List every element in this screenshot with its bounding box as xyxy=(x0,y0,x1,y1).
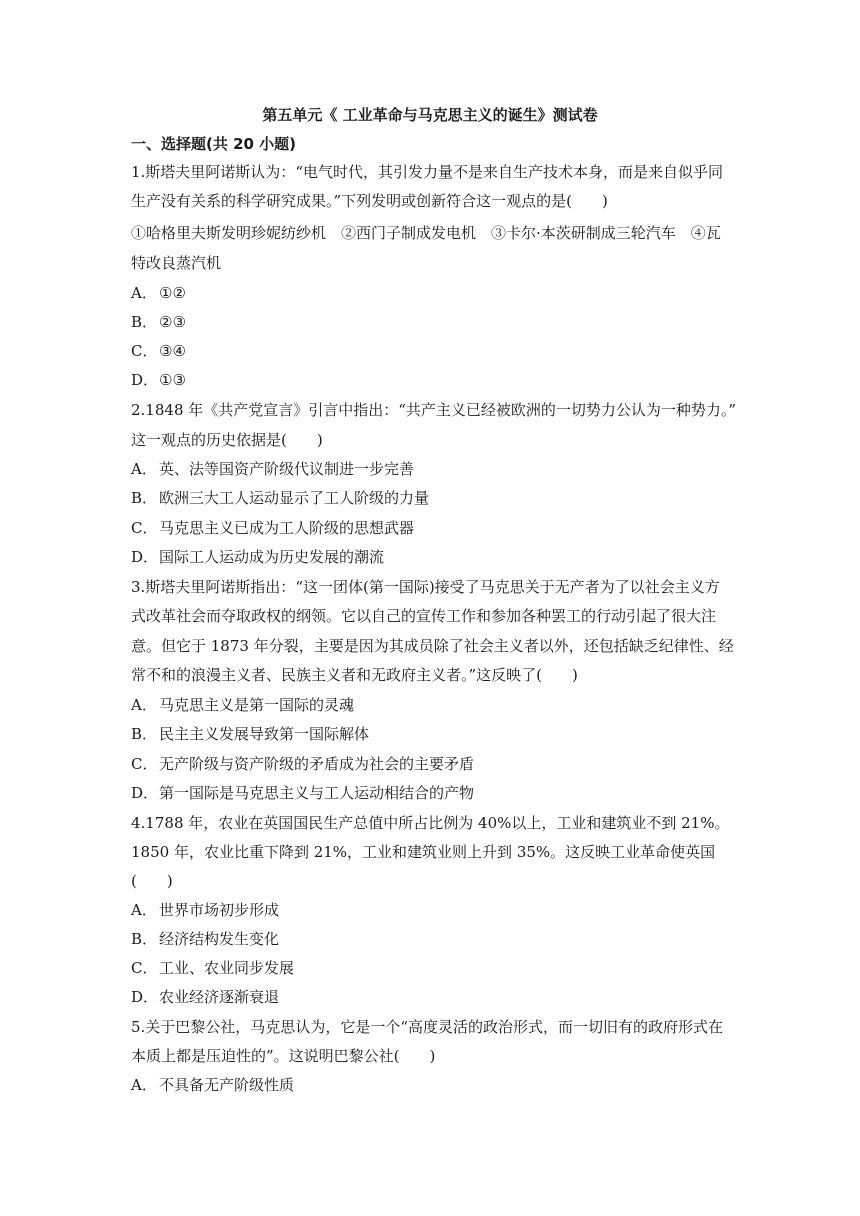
q4-stem-line-3: ( ) xyxy=(131,872,173,890)
q2-option-d: D．国际工人运动成为历史发展的潮流 xyxy=(131,548,385,566)
q4-option-d: D．农业经济逐渐衰退 xyxy=(131,988,280,1006)
q3-stem-line-4: 常不和的浪漫主义者、民族主义者和无政府主义者。”这反映了( ) xyxy=(131,666,578,684)
q2-option-b: B． 欧洲三大工人运动显示了工人阶级的力量 xyxy=(131,489,430,507)
q2-stem-line-2: 这一观点的历史依据是( ) xyxy=(131,431,323,449)
q2-option-c: C． 马克思主义已成为工人阶级的思想武器 xyxy=(131,519,415,537)
q3-option-c: C． 无产阶级与资产阶级的矛盾成为社会的主要矛盾 xyxy=(131,755,475,773)
q3-stem-line-3: 意。但它于 1873 年分裂，主要是因为其成员除了社会主义者以外，还包括缺乏纪律性、经 xyxy=(131,637,734,655)
q4-option-a: A． 世界市场初步形成 xyxy=(131,901,280,919)
q2-option-a: A． 英、法等国资产阶级代议制进一步完善 xyxy=(131,460,415,478)
q4-stem-line-2: 1850 年，农业比重下降到 21%，工业和建筑业则上升到 35%。这反映工业革命使英国 xyxy=(131,843,716,861)
q3-option-a: A． 马克思主义是第一国际的灵魂 xyxy=(131,696,355,714)
q1-option-d: D．①③ xyxy=(131,371,186,389)
q3-stem-line-2: 式改革社会而夺取政权的纲领。它以自己的宣传工作和参加各种罢工的行动引起了很大注 xyxy=(131,607,717,625)
q1-stem-line-2: 生产没有关系的科学研究成果。”下列发明或创新符合这一观点的是( ) xyxy=(131,192,608,210)
q4-option-c: C． 工业、农业同步发展 xyxy=(131,959,295,977)
q1-stem-line-1: 1.斯塔夫里阿诺斯认为：“电气时代，其引发力量不是来自生产技术本身，而是来自似乎同 xyxy=(131,163,723,181)
doc-title: 第五单元《 工业革命与马克思主义的诞生》测试卷 xyxy=(262,106,598,124)
q5-stem-line-1: 5.关于巴黎公社，马克思认为，它是一个“高度灵活的政治形式，而一切旧有的政府形式在 xyxy=(131,1018,723,1036)
q3-option-b: B． 民主主义发展导致第一国际解体 xyxy=(131,725,370,743)
q3-option-d: D．第一国际是马克思主义与工人运动相结合的产物 xyxy=(131,784,475,802)
q5-stem-line-2: 本质上都是压迫性的”。这说明巴黎公社( ) xyxy=(131,1047,436,1065)
q3-stem-line-1: 3.斯塔夫里阿诺斯指出：“这一团体(第一国际)接受了马克思关于无产者为了以社会主义方 xyxy=(131,578,720,596)
section-heading: 一、选择题(共 20 小题) xyxy=(131,135,297,153)
q1-stem-line-3: ①哈格里夫斯发明珍妮纺纱机 ②西门子制成发电机 ③卡尔·本茨研制成三轮汽车 ④瓦 xyxy=(131,224,721,242)
q2-stem-line-1: 2.1848 年《共产党宣言》引言中指出：“共产主义已经被欧洲的一切势力公认为一种势力。” xyxy=(131,401,737,419)
q4-option-b: B． 经济结构发生变化 xyxy=(131,930,280,948)
q4-stem-line-1: 4.1788 年，农业在英国国民生产总值中所占比例为 40%以上，工业和建筑业不到 21%。 xyxy=(131,814,730,832)
q5-option-a: A． 不具备无产阶级性质 xyxy=(131,1076,295,1094)
q1-stem-line-4: 特改良蒸汽机 xyxy=(131,254,222,272)
q1-option-a: A． ①② xyxy=(131,284,186,302)
q1-option-b: B． ②③ xyxy=(131,313,186,331)
q1-option-c: C． ③④ xyxy=(131,342,186,360)
